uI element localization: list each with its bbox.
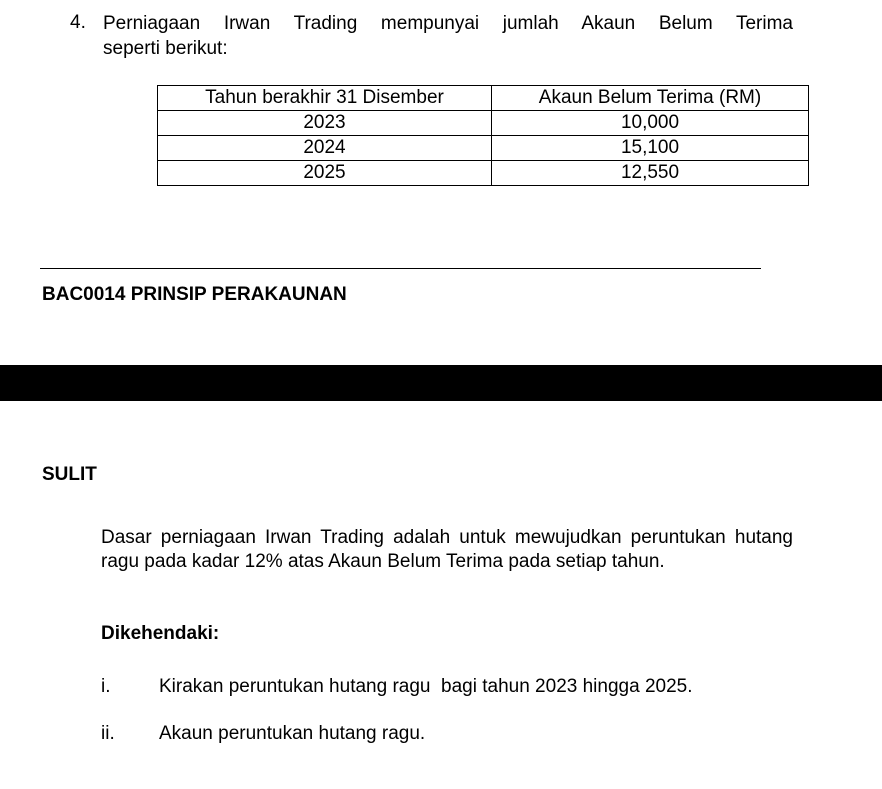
list-item-number: ii. — [101, 723, 115, 744]
cell-year: 2025 — [158, 161, 492, 186]
table-row — [158, 111, 809, 136]
cell-year: 2024 — [158, 136, 492, 161]
column-header-year: Tahun berakhir 31 Disember — [158, 86, 492, 111]
list-item-text: Akaun peruntukan hutang ragu. — [159, 723, 426, 744]
table-row — [158, 161, 809, 186]
question-intro-line1: Perniagaan Irwan Trading mempunyai jumlah Akaun Belum Terima — [103, 13, 793, 34]
cell-amount: 10,000 — [492, 111, 809, 136]
accounts-receivable-table — [157, 85, 809, 186]
column-header-amount: Akaun Belum Terima (RM) — [492, 86, 809, 111]
required-heading: Dikehendaki: — [101, 623, 220, 644]
table-row — [158, 136, 809, 161]
list-item-text: Kirakan peruntukan hutang ragu bagi tahun 2023 hingga 2025. — [159, 676, 693, 697]
list-item-number: i. — [101, 676, 111, 697]
policy-paragraph: Dasar perniagaan Irwan Trading adalah untuk mewujudkan peruntukan hutang ragu pada kadar 12% atas Akaun Belum Terima pada setiap tahun. — [101, 527, 793, 572]
cell-year: 2023 — [158, 111, 492, 136]
cell-amount: 15,100 — [492, 136, 809, 161]
table-header-row — [158, 86, 809, 111]
footer-divider — [40, 268, 761, 269]
course-footer: BAC0014 PRINSIP PERAKAUNAN — [42, 284, 347, 305]
question-number: 4. — [70, 12, 86, 33]
page-break-band — [0, 365, 882, 401]
question-intro-line2: seperti berikut: — [103, 38, 228, 59]
cell-amount: 12,550 — [492, 161, 809, 186]
classification-label: SULIT — [42, 464, 97, 485]
